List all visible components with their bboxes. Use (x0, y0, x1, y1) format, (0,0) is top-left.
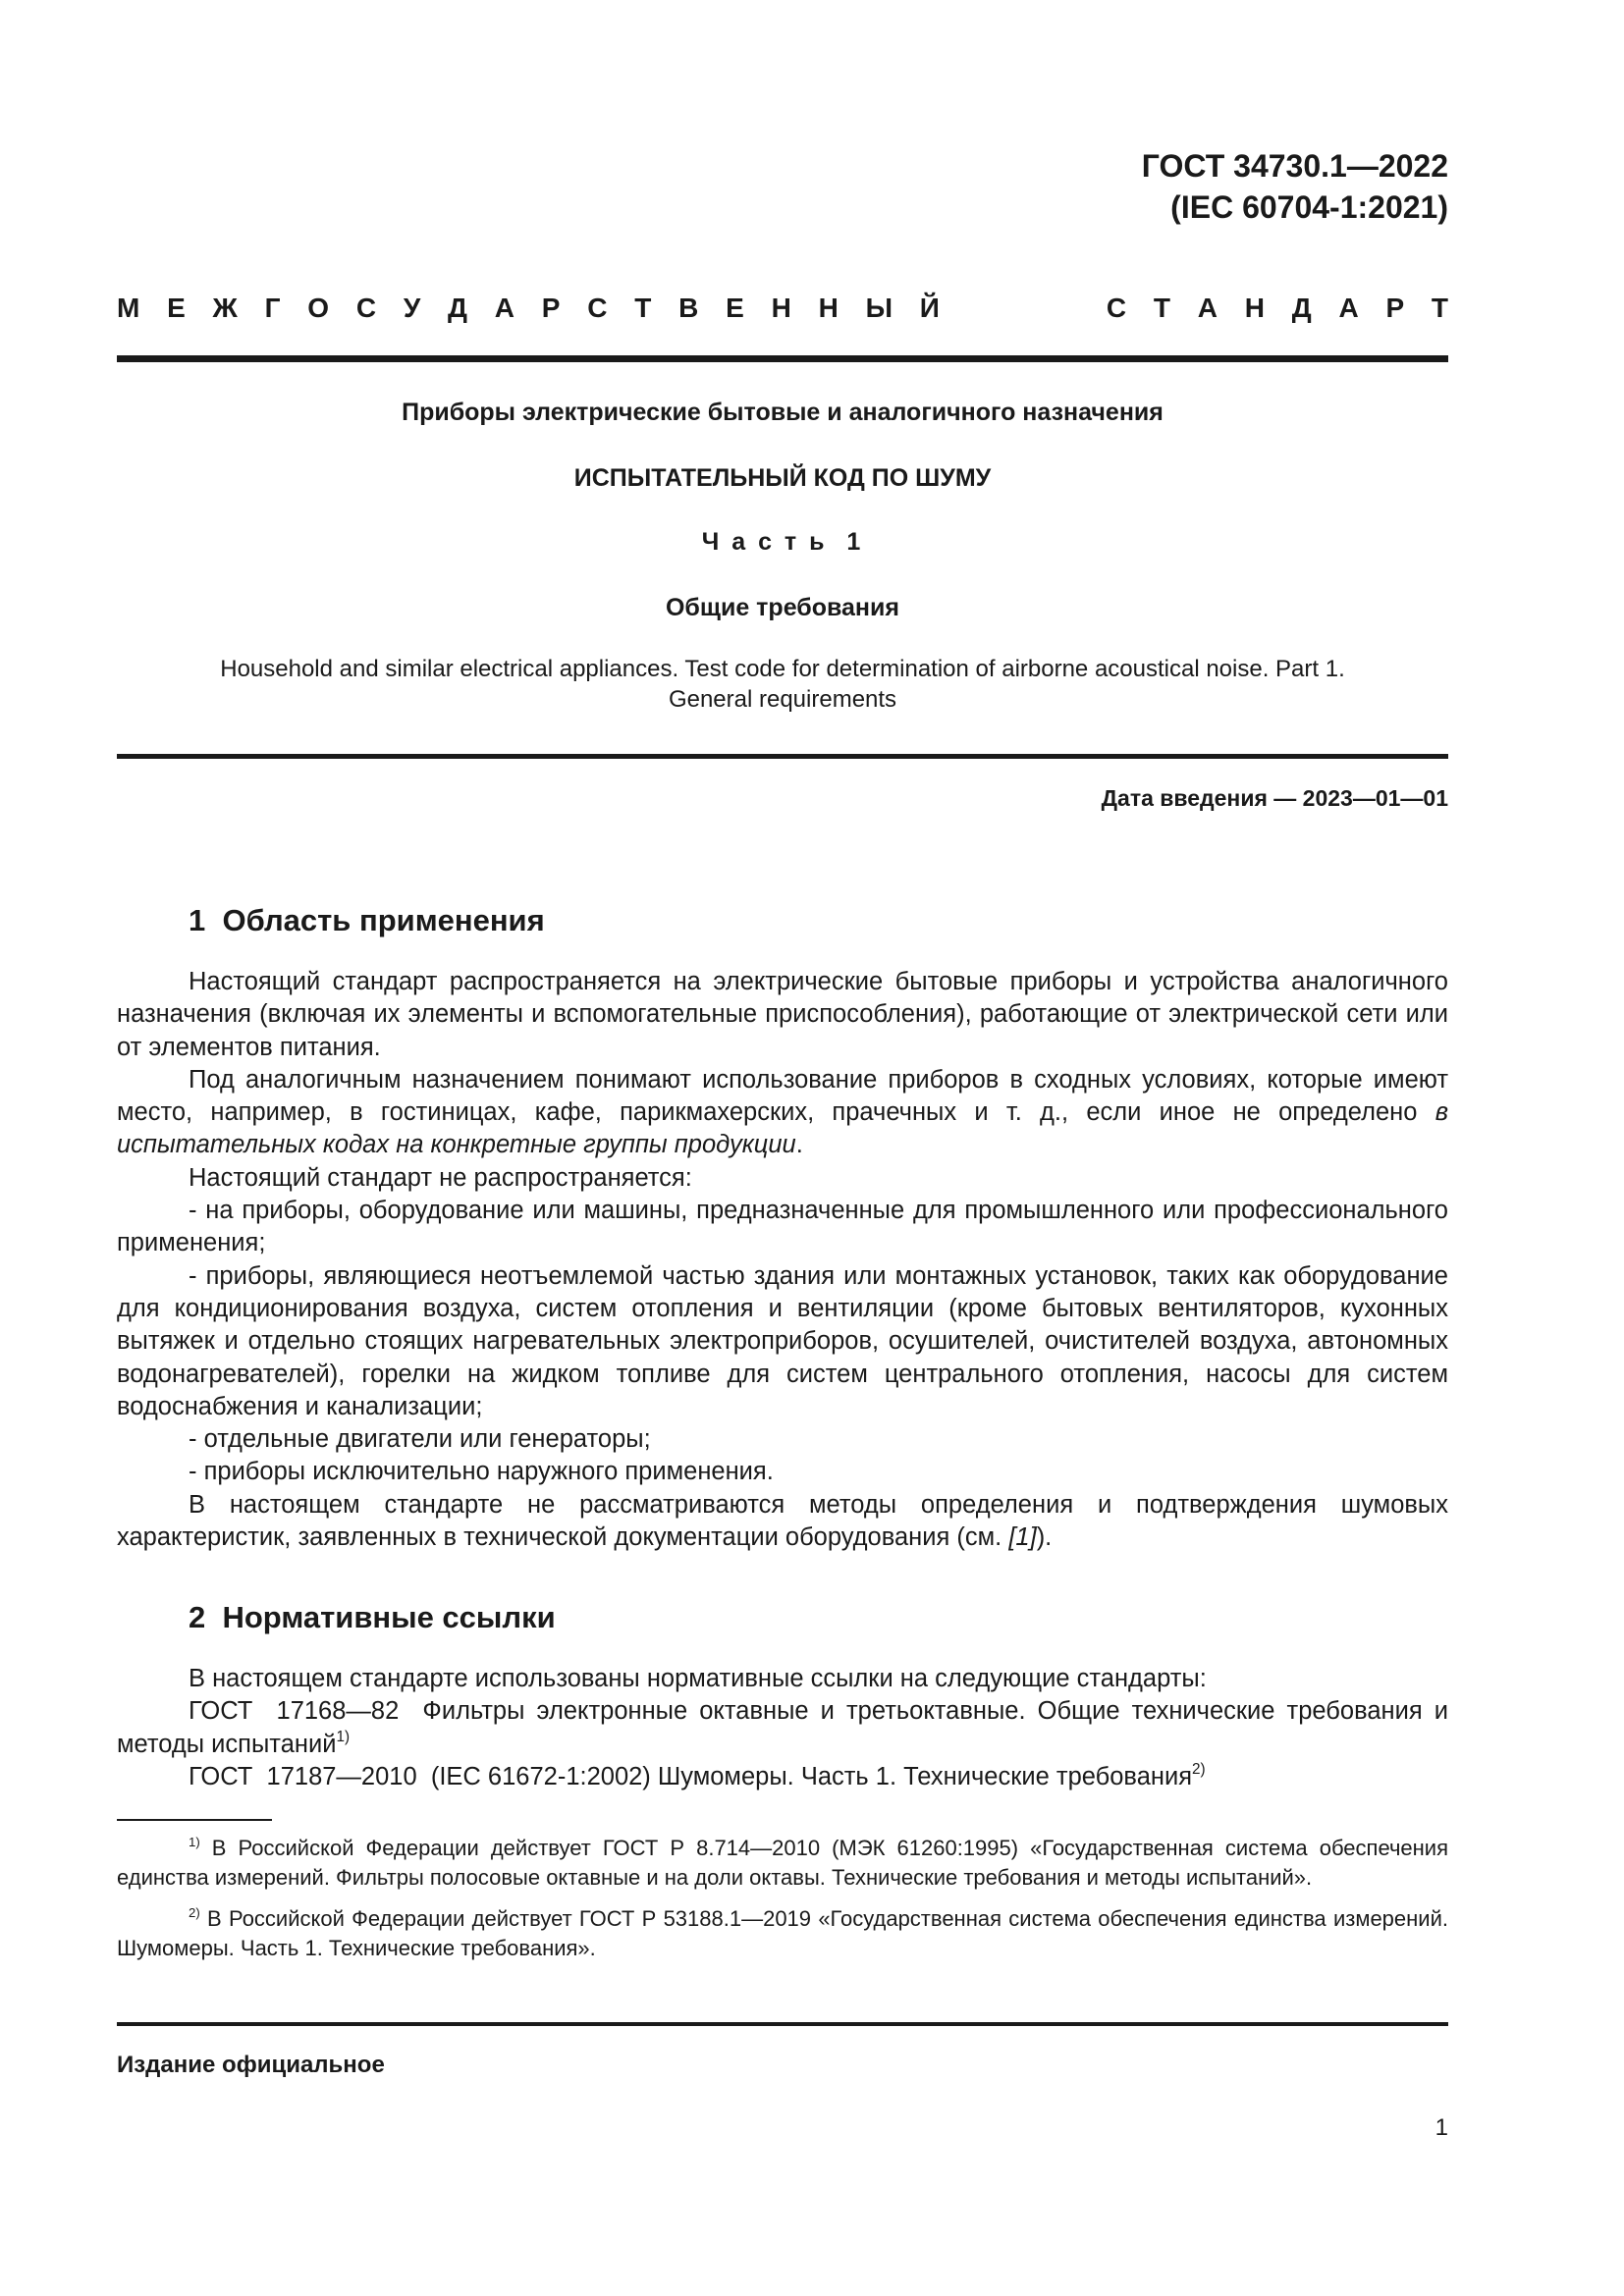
section1-p4-text: В настоящем стандарте не рассматриваются методы определения и подтверждения шумовых характеристик, заявленных в технической документации оборудования (см. (117, 1490, 1448, 1552)
edition-label: Издание официальное (117, 2052, 385, 2078)
footnote (117, 1834, 1448, 1893)
footnote (117, 1904, 1448, 1963)
intro-date: Дата введения — 2023—01—01 (1101, 785, 1448, 811)
title-line1: Приборы электрические бытовые и аналогичного назначения (402, 399, 1164, 426)
normative-reference-text: ГОСТ 17168—82 Фильтры электронные октавные и третьоктавные. Общие технические требования и методы испытаний (117, 1697, 1456, 1758)
footnote-separator (117, 1819, 272, 1821)
iec-designation: (IEC 60704-1:2021) (1170, 189, 1448, 225)
title-english (117, 654, 1448, 715)
section1-heading: 1 Область применения (189, 903, 545, 937)
standard-designation-block (884, 145, 1448, 228)
title-english-line1: Household and similar electrical appliances. Test code for determination of airborne acoustical noise. Part 1. (220, 656, 1345, 682)
section1-paragraph (117, 1064, 1448, 1162)
title-rule (117, 754, 1448, 759)
standard-type-word2: С Т А Н Д А Р Т (1106, 293, 1456, 323)
list-item: - отдельные двигатели или генераторы; (189, 1425, 651, 1454)
section2-body (117, 1663, 1456, 1793)
standard-type-word1: М Е Ж Г О С У Д А Р С Т В Е Н Н Ы Й (117, 293, 947, 323)
section1-p2-italic: в испытательных кодах на конкретные группы продукции (117, 1098, 1448, 1159)
section2-heading: 2 Нормативные ссылки (189, 1600, 556, 1634)
section1-paragraph (117, 1489, 1448, 1555)
title-part: Ч а с т ь 1 (701, 528, 864, 556)
section1-p4-end: ). (1036, 1523, 1053, 1552)
title-line2: ИСПЫТАТЕЛЬНЫЙ КОД ПО ШУМУ (573, 464, 992, 492)
list-item: - приборы, являющиеся неотъемлемой частью здания или монтажных установок, таких как оборудование для кондиционирования воздуха, систем отопления и вентиляции (кроме бытовых вентиляторов, кухонных вытяжек и отдельно стоящих нагревательных электроприборов, осушителей, очистителей воздуха, автономных водонагревателей), горелки на жидком топливе для систем центрального отопления, насосы для систем водоснабжения и канализации; (117, 1261, 1448, 1420)
footnote-text: В Российской Федерации действует ГОСТ Р 8.714—2010 (МЭК 61260:1995) «Государственная система обеспечения единства измерений. Фильтры полосовые октавные и на доли октавы. Технические требования и методы испытаний». (117, 1836, 1448, 1890)
bibliography-reference: [1] (1008, 1523, 1037, 1552)
top-rule (117, 355, 1448, 362)
normative-reference (117, 1695, 1456, 1761)
section1-paragraph: Настоящий стандарт распространяется на электрические бытовые приборы и устройства аналогичного назначения (включая их элементы и вспомогательные приспособления), работающие от электрической сети или от элементов питания. (117, 968, 1448, 1061)
footnote-mark: 1) (189, 1834, 200, 1849)
footnote-mark: 2) (1192, 1761, 1206, 1779)
normative-reference-text: ГОСТ 17187—2010 (IEC 61672-1:2002) Шумомеры. Часть 1. Технические требования (189, 1762, 1193, 1790)
footnote-mark: 1) (336, 1728, 351, 1745)
normative-reference (117, 1761, 1448, 1793)
footnotes (117, 1834, 1448, 1975)
section2-paragraph: В настоящем стандарте использованы нормативные ссылки на следующие стандарты: (189, 1665, 1207, 1692)
list-item: - на приборы, оборудование или машины, предназначенные для промышленного или профессионального применения; (117, 1197, 1448, 1257)
section1-p2-text: Под аналогичным назначением понимают использование приборов в сходных условиях, которые имеют место, например, в гостиницах, кафе, парикмахерских, прачечных и т. д., если иное не определено (117, 1065, 1448, 1127)
section1-p2-end: . (795, 1131, 803, 1159)
title-subtitle: Общие требования (665, 594, 899, 621)
section1-body (117, 966, 1448, 1554)
list-item: - приборы исключительно наружного применения. (189, 1458, 774, 1486)
footnote-mark: 2) (189, 1904, 200, 1920)
section1-paragraph: Настоящий стандарт не распространяется: (189, 1163, 692, 1192)
footnote-text: В Российской Федерации действует ГОСТ Р 53188.1—2019 «Государственная система обеспечения единства измерений. Шумомеры. Часть 1. Технические требования». (117, 1906, 1448, 1960)
standard-designation: ГОСТ 34730.1—2022 (1141, 148, 1448, 184)
page-number: 1 (1435, 2114, 1448, 2141)
standard-type-banner (117, 293, 1456, 326)
title-english-line2: General requirements (668, 686, 897, 713)
bottom-rule (117, 2022, 1448, 2026)
